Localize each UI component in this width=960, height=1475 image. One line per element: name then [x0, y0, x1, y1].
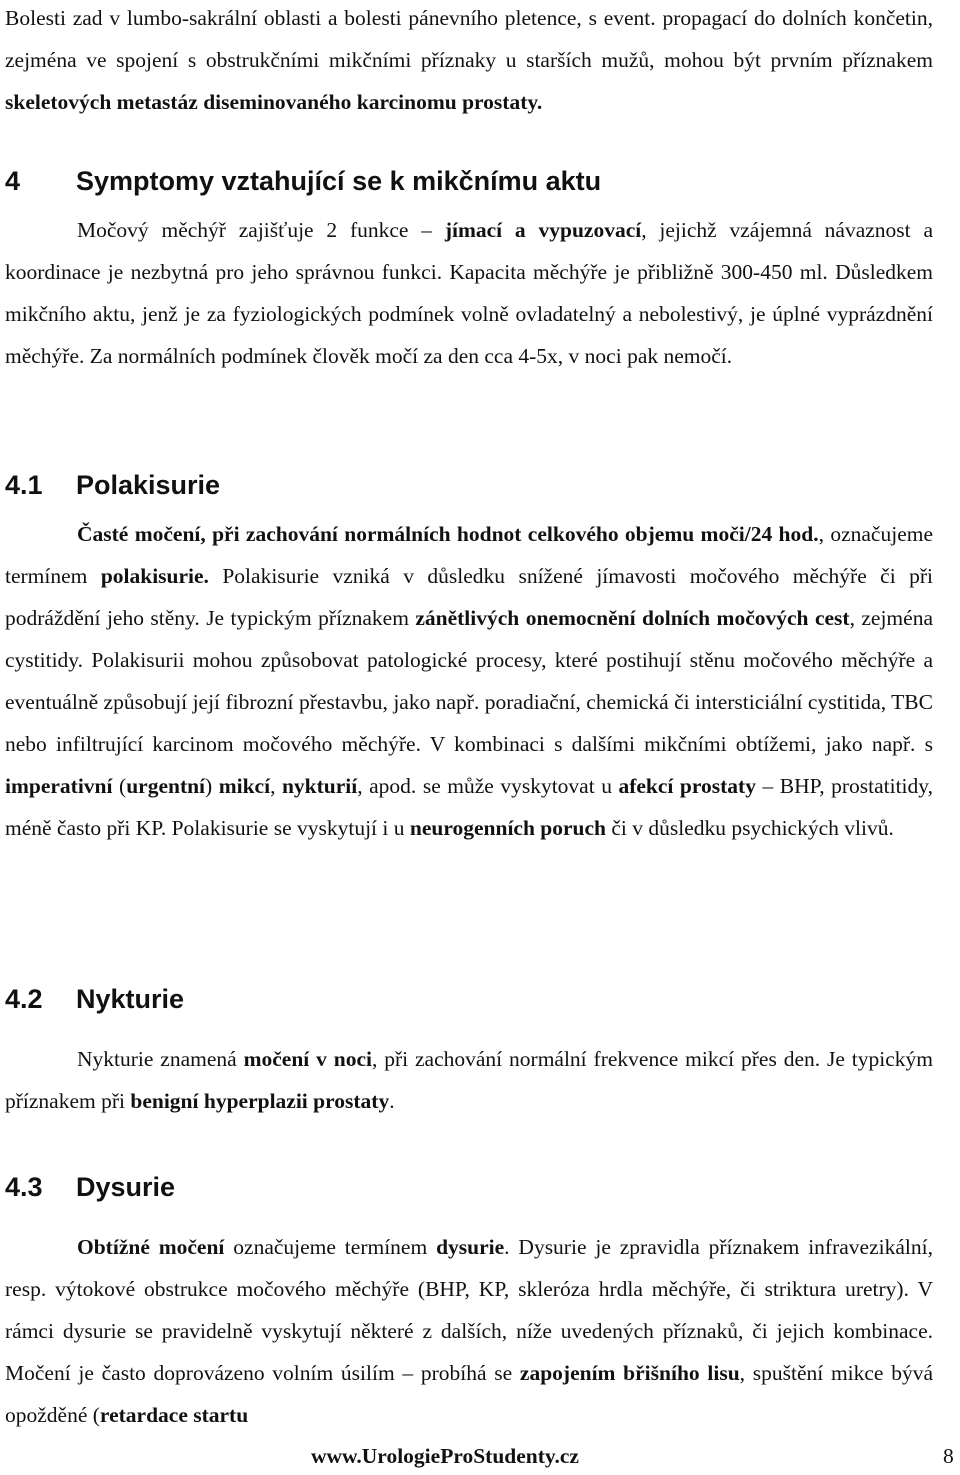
section-4-2-title: Nykturie — [76, 984, 185, 1014]
intro-text: Bolesti zad v lumbo-sakrální oblasti a bolesti pánevního pletence, s event. propagací do dolních končetin, zejména ve spojení s obstrukčními mikčními příznaky u starších mužů, mohou být prvním příznakem — [5, 6, 933, 72]
section-4-3-title: Dysurie — [76, 1172, 176, 1202]
section-4-1-heading — [5, 464, 933, 506]
footer-website-url: www.UrologieProStudenty.cz — [311, 1444, 579, 1468]
section-4-3-paragraph: Obtížné močení označujeme termínem dysurie. Dysurie je zpravidla příznakem infravezikální, resp. výtokové obstrukce močového měchýře (BHP, KP, skleróza hrdla měchýře, či striktura uretry). V rámci dysurie se pravidelně vyskytují některé z dalších, níže uvedených příznaků, či jejich kombinace. Močení je často doprovázeno volním úsilím – probíhá se zapojením břišního lisu, spuštění mikce bývá opožděné (retardace startu — [5, 1235, 933, 1427]
section-4-2-paragraph: Nykturie znamená močení v noci, při zachování normální frekvence mikcí přes den. Je typickým příznakem při benigní hyperplazii prostaty. — [5, 1047, 933, 1113]
section-4-1-number: 4.1 — [5, 470, 43, 500]
section-4-number: 4 — [5, 166, 21, 196]
intro-bold: skeletových metastáz diseminovaného karcinomu prostaty. — [5, 90, 543, 114]
section-4-3-number: 4.3 — [5, 1172, 43, 1202]
intro-paragraph — [5, 0, 933, 123]
section-4-2-number: 4.2 — [5, 984, 43, 1014]
section-4-3-heading — [5, 1166, 933, 1208]
section-4-title: Symptomy vztahující se k mikčnímu aktu — [76, 166, 602, 196]
section-4-paragraph: Močový měchýř zajišťuje 2 funkce – jímací a vypuzovací, jejichž vzájemná návaznost a koordinace je nezbytná pro jeho správnou funkci. Kapacita měchýře je přibližně 300-450 ml. Důsledkem mikčního aktu, jenž je za fyziologických podmínek volně ovladatelný a nebolestivý, je úplné vyprázdnění měchýře. Za normálních podmínek člověk močí za den cca 4-5x, v noci pak nemočí. — [5, 218, 933, 368]
section-4-2-heading — [5, 978, 933, 1020]
section-4-heading — [5, 160, 933, 202]
footer-page-number: 8 — [943, 1444, 954, 1468]
section-4-1-paragraph: Časté močení, při zachování normálních hodnot celkového objemu moči/24 hod., označujeme termínem polakisurie. Polakisurie vzniká v důsledku snížené jímavosti močového měchýře či při podráždění jeho stěny. Je typickým příznakem zánětlivých onemocnění dolních močových cest, zejména cystitidy. Polakisurii mohou způsobovat patologické procesy, které postihují stěnu močového měchýře a eventuálně způsobují její fibrozní přestavbu, jako např. poradiační, chemická či intersticiální cystitida, TBC nebo infiltrující karcinom močového měchýře. V kombinaci s dalšími mikčními obtížemi, jako např. s imperativní (urgentní) mikcí, nykturií, apod. se může vyskytovat u afekcí prostaty – BHP, prostatitidy, méně často při KP. Polakisurie se vyskytují i u neurogenních poruch či v důsledku psychických vlivů. — [5, 522, 933, 840]
section-4-1-title: Polakisurie — [76, 470, 221, 500]
